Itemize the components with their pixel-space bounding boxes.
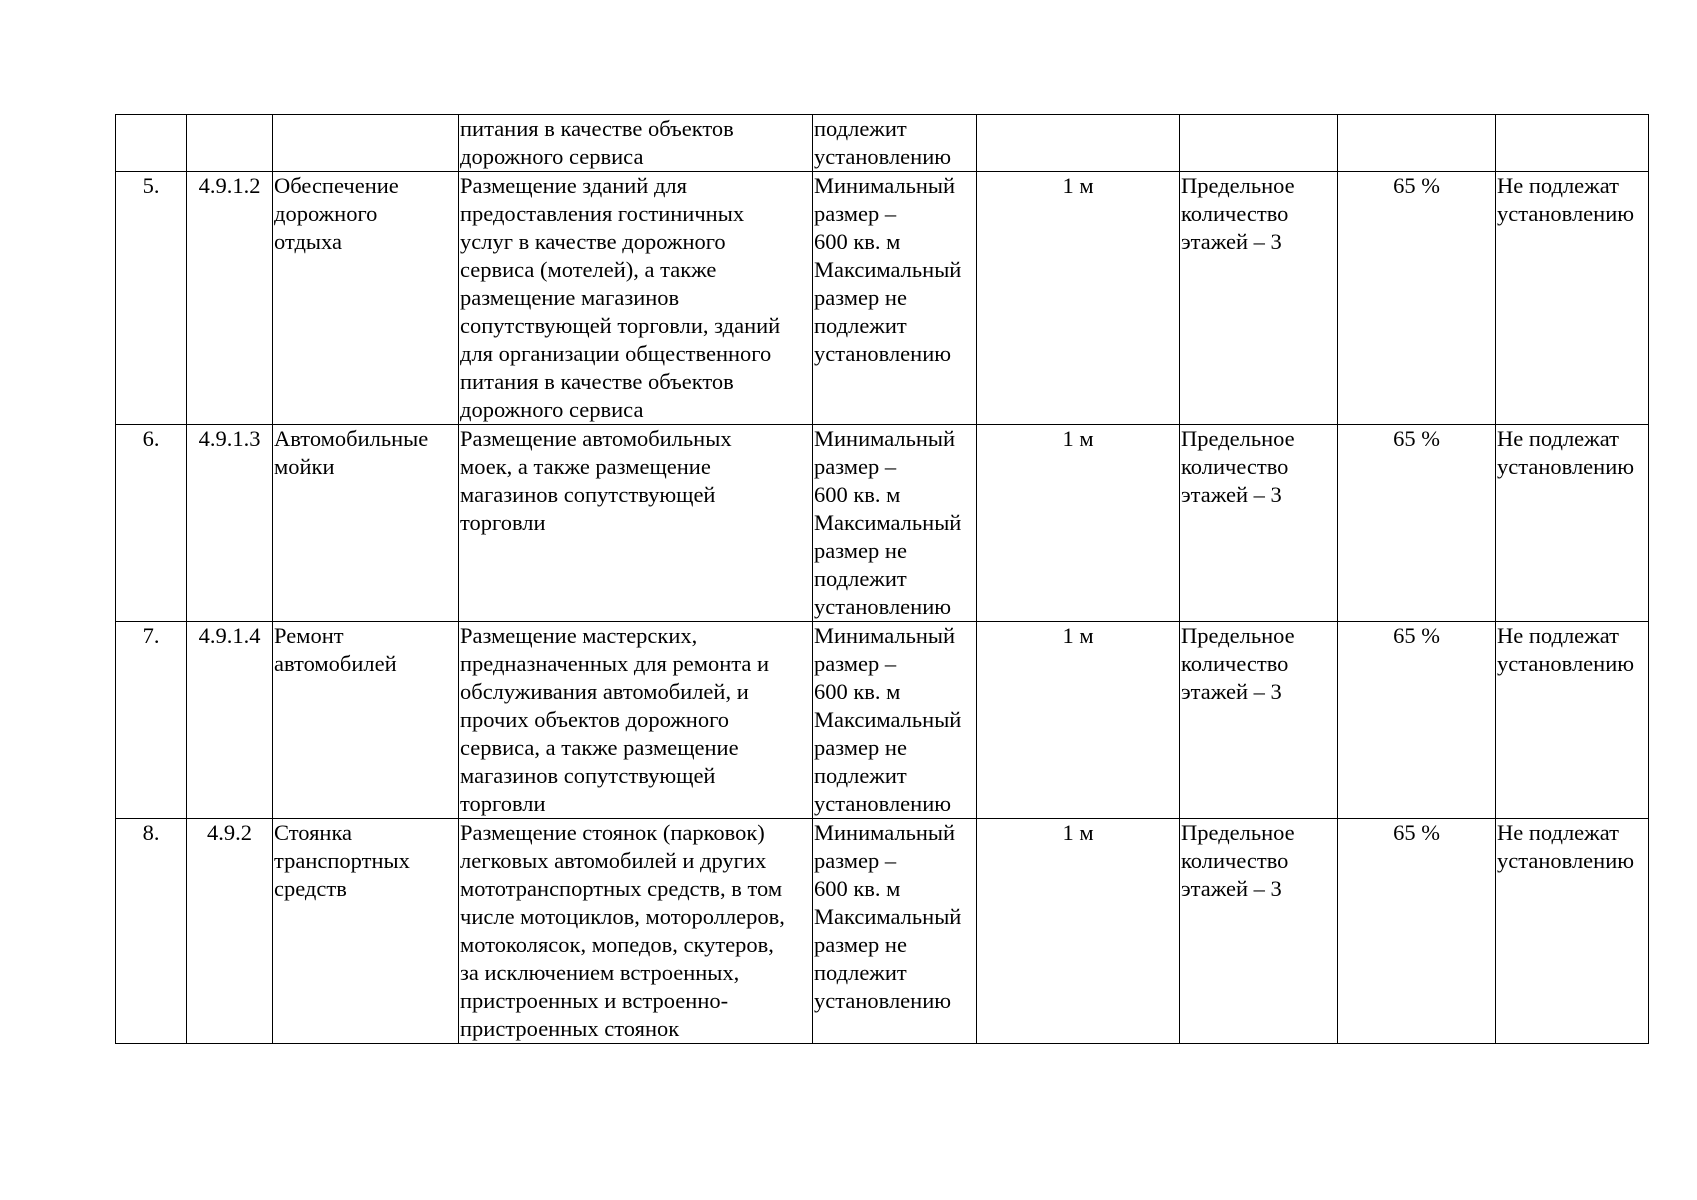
plot-size-cell: Минимальный размер – 600 кв. м Максимальный размер не подлежит установлению: [813, 819, 977, 1044]
other-params-cell: Не подлежат установлению: [1496, 425, 1649, 622]
table-row: [116, 115, 1649, 172]
coverage-percent-cell: [1338, 115, 1496, 172]
floors-limit-cell: [1180, 115, 1338, 172]
plot-size-cell: подлежит установлению: [813, 115, 977, 172]
floors-limit-cell: Предельное количество этажей – 3: [1180, 425, 1338, 622]
use-code-cell: 4.9.1.3: [187, 425, 273, 622]
row-number-cell: 7.: [116, 622, 187, 819]
row-number-cell: 8.: [116, 819, 187, 1044]
other-params-cell: Не подлежат установлению: [1496, 819, 1649, 1044]
other-params-cell: [1496, 115, 1649, 172]
row-number-cell: [116, 115, 187, 172]
other-params-cell: Не подлежат установлению: [1496, 172, 1649, 425]
coverage-percent-cell: 65 %: [1338, 425, 1496, 622]
other-params-cell: Не подлежат установлению: [1496, 622, 1649, 819]
use-code-cell: [187, 115, 273, 172]
plot-size-cell: Минимальный размер – 600 кв. м Максимальный размер не подлежит установлению: [813, 622, 977, 819]
coverage-percent-cell: 65 %: [1338, 172, 1496, 425]
coverage-percent-cell: 65 %: [1338, 819, 1496, 1044]
use-name-cell: Ремонт автомобилей: [273, 622, 459, 819]
use-name-cell: [273, 115, 459, 172]
use-code-cell: 4.9.1.4: [187, 622, 273, 819]
use-description-cell: Размещение зданий для предоставления гостиничных услуг в качестве дорожного сервиса (мотелей), а также размещение магазинов сопутствующей торговли, зданий для организации общественного питания в качестве объектов дорожного сервиса: [459, 172, 813, 425]
table-row: [116, 425, 1649, 622]
min-indent-cell: 1 м: [977, 425, 1180, 622]
floors-limit-cell: Предельное количество этажей – 3: [1180, 622, 1338, 819]
plot-size-cell: Минимальный размер – 600 кв. м Максимальный размер не подлежит установлению: [813, 172, 977, 425]
use-description-cell: питания в качестве объектов дорожного сервиса: [459, 115, 813, 172]
use-description-cell: Размещение стоянок (парковок) легковых автомобилей и других мототранспортных средств, в том числе мотоциклов, мотороллеров, мотоколясок, мопедов, скутеров, за исключением встроенных, пристроенных и встроенно- пристроенных стоянок: [459, 819, 813, 1044]
use-code-cell: 4.9.1.2: [187, 172, 273, 425]
row-number-cell: 6.: [116, 425, 187, 622]
row-number-cell: 5.: [116, 172, 187, 425]
use-name-cell: Обеспечение дорожного отдыха: [273, 172, 459, 425]
table-row: [116, 819, 1649, 1044]
use-description-cell: Размещение мастерских, предназначенных для ремонта и обслуживания автомобилей, и прочих объектов дорожного сервиса, а также размещение магазинов сопутствующей торговли: [459, 622, 813, 819]
min-indent-cell: 1 м: [977, 622, 1180, 819]
min-indent-cell: [977, 115, 1180, 172]
min-indent-cell: 1 м: [977, 172, 1180, 425]
table-row: [116, 172, 1649, 425]
table-row: [116, 622, 1649, 819]
use-code-cell: 4.9.2: [187, 819, 273, 1044]
coverage-percent-cell: 65 %: [1338, 622, 1496, 819]
use-name-cell: Автомобильные мойки: [273, 425, 459, 622]
min-indent-cell: 1 м: [977, 819, 1180, 1044]
use-description-cell: Размещение автомобильных моек, а также размещение магазинов сопутствующей торговли: [459, 425, 813, 622]
plot-size-cell: Минимальный размер – 600 кв. м Максимальный размер не подлежит установлению: [813, 425, 977, 622]
floors-limit-cell: Предельное количество этажей – 3: [1180, 819, 1338, 1044]
floors-limit-cell: Предельное количество этажей – 3: [1180, 172, 1338, 425]
land-use-table: [115, 114, 1649, 1044]
use-name-cell: Стоянка транспортных средств: [273, 819, 459, 1044]
